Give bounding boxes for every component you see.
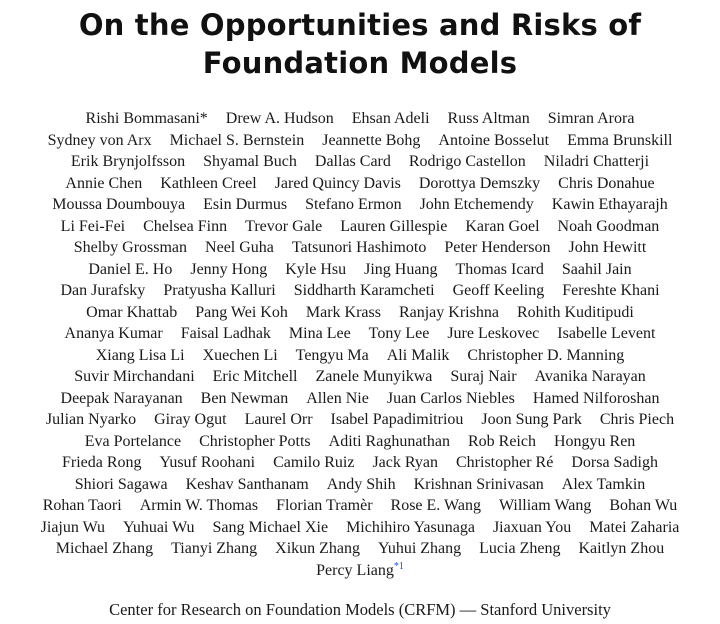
author-name: Hongyu Ren bbox=[553, 432, 636, 450]
author-name: Krishnan Srinivasan bbox=[413, 475, 544, 493]
author-name: Deepak Narayanan bbox=[60, 389, 183, 407]
author-name: Yusuf Roohani bbox=[159, 454, 256, 471]
paper-title-line-1: On the Opportunities and Risks of bbox=[78, 8, 642, 42]
author-name: Joon Sung Park bbox=[481, 411, 582, 428]
author-name: Xiang Lisa Li bbox=[95, 346, 185, 364]
author-name: Rodrigo Castellon bbox=[408, 153, 526, 170]
author-name: Dan Jurafsky bbox=[60, 282, 146, 299]
author-name: William Wang bbox=[498, 497, 592, 514]
paper-title-line-2: Foundation Models bbox=[202, 46, 518, 80]
author-name: Neel Guha bbox=[205, 239, 274, 256]
author-name: Chris Piech bbox=[599, 411, 675, 428]
author-name: Yuhuai Wu bbox=[123, 518, 195, 536]
author-line bbox=[0, 130, 720, 152]
author-name: Thomas Icard bbox=[455, 260, 544, 278]
author-name: Alex Tamkin bbox=[561, 475, 646, 493]
author-name: Eva Portelance bbox=[84, 432, 182, 450]
author-name: Florian Tramèr bbox=[276, 497, 373, 514]
author-name: Jure Leskovec bbox=[447, 325, 540, 342]
author-name: Jack Ryan bbox=[372, 454, 438, 471]
author-line bbox=[0, 517, 720, 539]
author-name: Tianyi Zhang bbox=[171, 540, 258, 557]
author-name: Keshav Santhanam bbox=[185, 475, 309, 493]
author-name: Sydney von Arx bbox=[47, 131, 152, 149]
author-name: Erik Brynjolfsson bbox=[70, 153, 186, 170]
author-line bbox=[0, 151, 720, 173]
author-name: Trevor Gale bbox=[245, 217, 323, 235]
author-name: John Etchemendy bbox=[419, 196, 534, 213]
author-name: Rohan Taori bbox=[42, 497, 122, 514]
author-name: Armin W. Thomas bbox=[139, 497, 259, 514]
author-line bbox=[0, 280, 720, 302]
author-name: Daniel E. Ho bbox=[88, 260, 173, 278]
author-name: Peter Henderson bbox=[444, 239, 551, 256]
author-name: Kaitlyn Zhou bbox=[578, 540, 665, 557]
author-name: Niladri Chatterji bbox=[543, 153, 650, 170]
author-line bbox=[0, 474, 720, 496]
author-line bbox=[0, 108, 720, 130]
author-name: Avanika Narayan bbox=[534, 368, 646, 385]
author-name: Bohan Wu bbox=[609, 497, 678, 514]
author-line bbox=[0, 194, 720, 216]
author-name: Kathleen Creel bbox=[160, 174, 257, 192]
author-name: Lauren Gillespie bbox=[340, 217, 448, 235]
author-name: Esin Durmus bbox=[203, 196, 288, 213]
author-name: Ranjay Krishna bbox=[398, 303, 499, 321]
author-name: Shelby Grossman bbox=[73, 239, 188, 256]
author-name: Laurel Orr bbox=[244, 411, 313, 428]
author-name: Pratyusha Kalluri bbox=[163, 282, 276, 299]
author-name: Hamed Nilforoshan bbox=[532, 389, 660, 407]
author-line bbox=[0, 560, 720, 582]
corresponding-author bbox=[316, 560, 404, 582]
author-line bbox=[0, 538, 720, 560]
author-name: Michael S. Bernstein bbox=[169, 131, 305, 149]
author-name: Li Fei-Fei bbox=[60, 217, 126, 235]
author-name: Ali Malik bbox=[386, 346, 450, 364]
author-name: Jiajun Wu bbox=[40, 518, 106, 536]
author-line bbox=[0, 323, 720, 345]
author-name: Frieda Rong bbox=[62, 454, 142, 471]
author-name: Suvir Mirchandani bbox=[74, 368, 195, 385]
author-name: Rohith Kuditipudi bbox=[516, 303, 634, 321]
author-line bbox=[0, 409, 720, 431]
author-name: Shiori Sagawa bbox=[74, 475, 168, 493]
author-name: Kawin Ethayarajh bbox=[551, 196, 668, 213]
author-name: Tengyu Ma bbox=[295, 346, 369, 364]
author-line bbox=[0, 431, 720, 453]
author-name: Eric Mitchell bbox=[212, 368, 298, 385]
author-name: Sang Michael Xie bbox=[212, 518, 329, 536]
author-name: Lucia Zheng bbox=[479, 540, 561, 557]
author-name: Mina Lee bbox=[288, 325, 351, 342]
author-name: Yuhui Zhang bbox=[378, 540, 462, 557]
author-line bbox=[0, 302, 720, 324]
author-line bbox=[0, 345, 720, 367]
author-name: Tatsunori Hashimoto bbox=[291, 239, 427, 256]
author-name: Isabel Papadimitriou bbox=[330, 411, 464, 428]
author-line bbox=[0, 388, 720, 410]
author-name: Zanele Munyikwa bbox=[315, 368, 433, 385]
author-name: Ehsan Adeli bbox=[351, 110, 430, 127]
author-name: Suraj Nair bbox=[450, 368, 517, 385]
author-name: Rob Reich bbox=[467, 432, 536, 450]
author-name: Camilo Ruiz bbox=[273, 454, 355, 471]
author-name: Emma Brunskill bbox=[567, 131, 673, 149]
author-name: Stefano Ermon bbox=[305, 196, 402, 213]
author-name: Kyle Hsu bbox=[285, 260, 347, 278]
author-name: Annie Chen bbox=[65, 174, 143, 192]
author-name: Chelsea Finn bbox=[143, 217, 228, 235]
author-name: Andy Shih bbox=[326, 475, 396, 493]
author-name: Geoff Keeling bbox=[452, 282, 545, 299]
author-name: Ananya Kumar bbox=[64, 325, 163, 342]
author-line bbox=[0, 173, 720, 195]
paper-title bbox=[0, 6, 720, 82]
author-line bbox=[0, 216, 720, 238]
author-name: Julian Nyarko bbox=[45, 411, 137, 428]
author-name: Karan Goel bbox=[465, 217, 540, 235]
author-name: Xuechen Li bbox=[202, 346, 278, 364]
author-name: Antoine Bosselut bbox=[438, 131, 550, 149]
author-line bbox=[0, 259, 720, 281]
author-name: Moussa Doumbouya bbox=[52, 196, 186, 213]
author-name: Fereshte Khani bbox=[562, 282, 660, 299]
author-name: Giray Ogut bbox=[154, 411, 227, 428]
author-name: Aditi Raghunathan bbox=[328, 432, 450, 450]
author-name: Noah Goodman bbox=[557, 217, 660, 235]
author-name: Matei Zaharia bbox=[589, 518, 680, 536]
author-name: Percy Liang bbox=[316, 561, 394, 579]
author-name: Michael Zhang bbox=[55, 540, 154, 557]
author-line bbox=[0, 495, 720, 517]
author-name: Rishi Bommasani* bbox=[85, 110, 208, 127]
author-name: Juan Carlos Niebles bbox=[386, 389, 515, 407]
author-name: Pang Wei Koh bbox=[195, 303, 288, 321]
author-name: Chris Donahue bbox=[558, 174, 655, 192]
author-line bbox=[0, 452, 720, 474]
author-list bbox=[0, 108, 720, 581]
author-name: Christopher D. Manning bbox=[467, 346, 625, 364]
author-name: Dorottya Demszky bbox=[418, 174, 541, 192]
author-name: Michihiro Yasunaga bbox=[346, 518, 475, 536]
author-name: Siddharth Karamcheti bbox=[293, 282, 435, 299]
author-name: Jing Huang bbox=[364, 260, 438, 278]
author-name: Christopher Ré bbox=[456, 454, 554, 471]
author-name: Saahil Jain bbox=[561, 260, 632, 278]
author-name: Rose E. Wang bbox=[390, 497, 481, 514]
author-name: Faisal Ladhak bbox=[180, 325, 271, 342]
author-name: John Hewitt bbox=[568, 239, 647, 256]
author-name: Mark Krass bbox=[305, 303, 381, 321]
author-name: Jeannette Bohg bbox=[322, 131, 421, 149]
author-name: Allen Nie bbox=[306, 389, 369, 407]
author-line bbox=[0, 366, 720, 388]
author-line bbox=[0, 237, 720, 259]
author-name: Tony Lee bbox=[368, 325, 430, 342]
author-name: Christopher Potts bbox=[199, 432, 311, 450]
author-name: Dorsa Sadigh bbox=[571, 454, 658, 471]
author-name: Shyamal Buch bbox=[203, 153, 297, 170]
author-name: Ben Newman bbox=[200, 389, 289, 407]
author-name: Xikun Zhang bbox=[275, 540, 361, 557]
author-name: Omar Khattab bbox=[86, 303, 178, 321]
affiliation: Center for Research on Foundation Models (CRFM) — Stanford University bbox=[109, 600, 611, 619]
footnote-marker[interactable]: *1 bbox=[393, 560, 404, 572]
author-name: Isabelle Levent bbox=[557, 325, 656, 342]
author-name: Jared Quincy Davis bbox=[274, 174, 401, 192]
author-name: Russ Altman bbox=[447, 110, 530, 127]
author-name: Dallas Card bbox=[314, 153, 391, 170]
author-name: Simran Arora bbox=[547, 110, 635, 127]
author-name: Drew A. Hudson bbox=[225, 110, 334, 127]
author-name: Jenny Hong bbox=[190, 260, 268, 278]
author-name: Jiaxuan You bbox=[492, 518, 572, 536]
